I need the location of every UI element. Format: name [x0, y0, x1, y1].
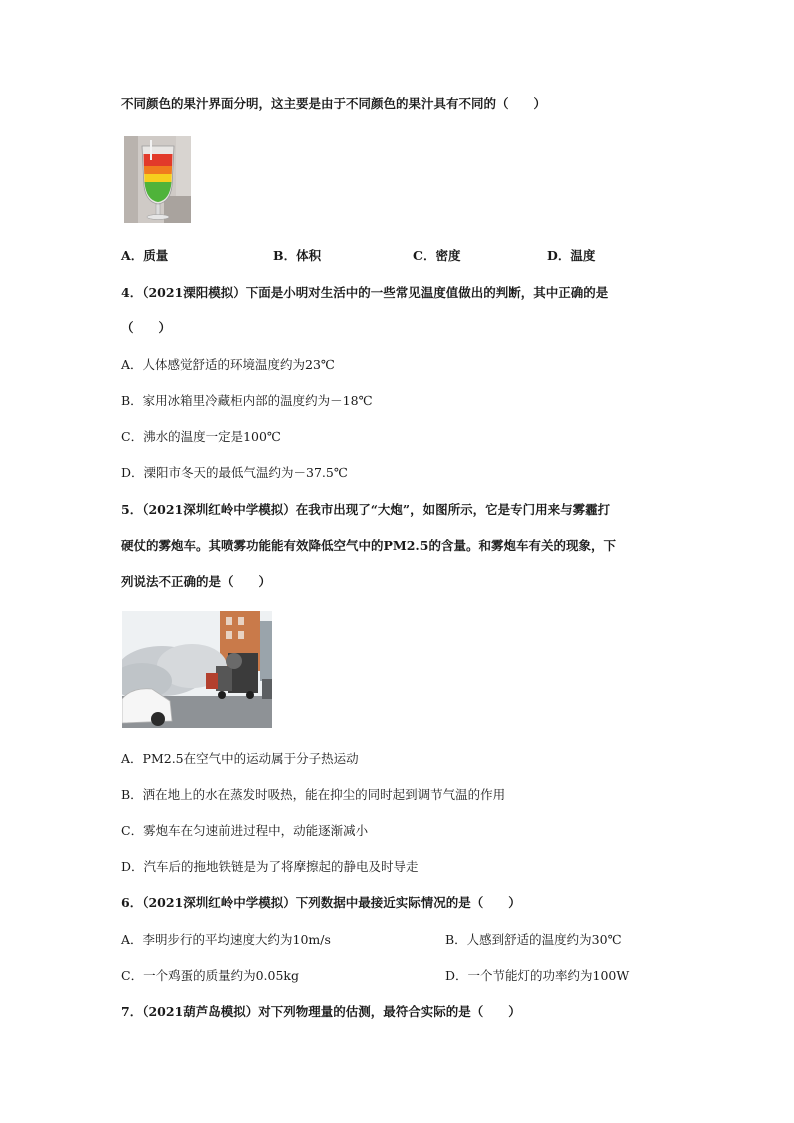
q6-stem: 6．（2021深圳红岭中学模拟）下列数据中最接近实际情况的是（ ）	[121, 895, 521, 910]
q4-option-a: A．人体感觉舒适的环境温度约为23℃	[121, 357, 335, 372]
q4-stem-line1: 4．（2021溧阳模拟）下面是小明对生活中的一些常见温度值做出的判断，其中正确的是	[121, 285, 609, 300]
q3-option-a: A．质量	[121, 248, 169, 263]
q4-stem-line2: （ ）	[121, 320, 172, 335]
q5-option-c: C．雾炮车在匀速前进过程中，动能逐渐减小	[121, 823, 369, 838]
q3-option-d: D．温度	[547, 248, 596, 263]
q5-option-d: D．汽车后的拖地铁链是为了将摩擦起的静电及时导走	[121, 859, 419, 874]
q5-stem-line1: 5．（2021深圳红岭中学模拟）在我市出现了“大炮”，如图所示，它是专门用来与雾霾打	[121, 502, 611, 517]
q7-stem: 7．（2021葫芦岛模拟）对下列物理量的估测，最符合实际的是（ ）	[121, 1004, 521, 1019]
q6-option-a: A．李明步行的平均速度大约为10m/s	[121, 932, 331, 947]
q5-stem-line2: 硬仗的雾炮车。其喷雾功能能有效降低空气中的PM2.5的含量。和雾炮车有关的现象，下	[121, 538, 616, 553]
layered-juice-photo	[124, 136, 191, 223]
q3-stem: 不同颜色的果汁界面分明，这主要是由于不同颜色的果汁具有不同的（ ）	[121, 96, 547, 111]
q4-option-d: D．溧阳市冬天的最低气温约为－37.5℃	[121, 465, 348, 480]
q3-option-b: B．体积	[273, 248, 322, 263]
q6-option-b: B．人感到舒适的温度约为30℃	[445, 932, 622, 947]
q6-option-d: D．一个节能灯的功率约为100W	[445, 968, 630, 983]
q3-option-c: C．密度	[413, 248, 461, 263]
fog-cannon-truck-photo	[122, 611, 272, 728]
q6-option-c: C．一个鸡蛋的质量约为0.05kg	[121, 968, 299, 983]
q5-option-b: B．洒在地上的水在蒸发时吸热，能在抑尘的同时起到调节气温的作用	[121, 787, 506, 802]
q4-option-c: C．沸水的温度一定是100℃	[121, 429, 281, 444]
q5-option-a: A．PM2.5在空气中的运动属于分子热运动	[121, 751, 359, 766]
q4-option-b: B．家用冰箱里冷藏柜内部的温度约为－18℃	[121, 393, 373, 408]
q5-stem-line3: 列说法不正确的是（ ）	[121, 574, 272, 589]
